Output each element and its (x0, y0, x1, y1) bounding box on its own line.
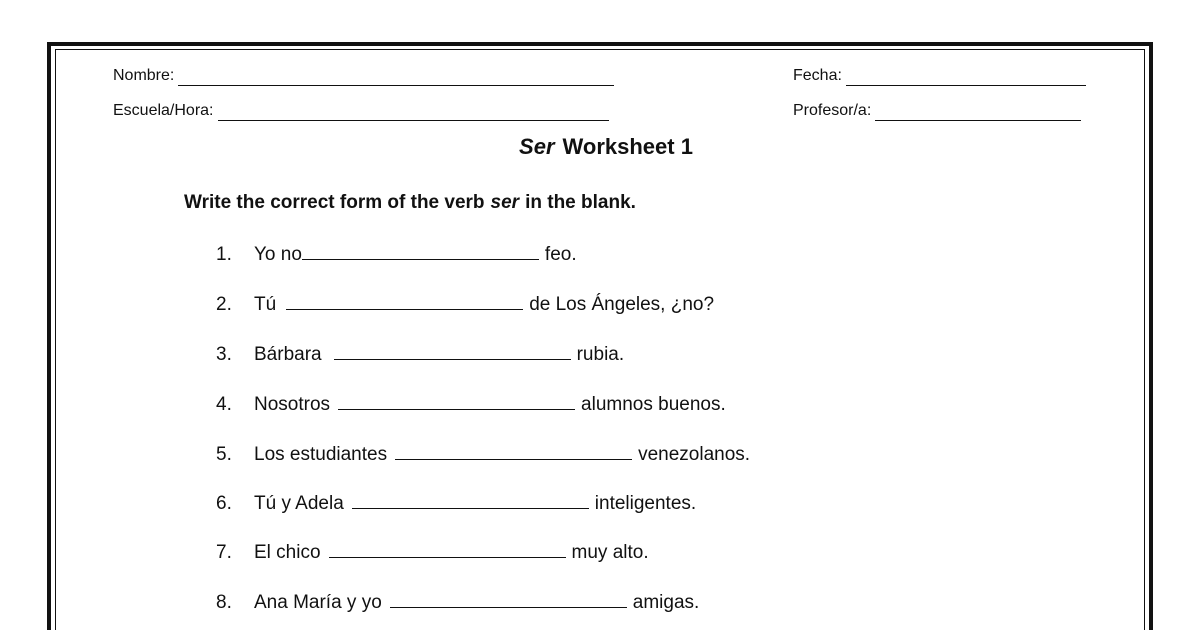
instruction-after: in the blank. (525, 192, 636, 213)
item-suffix: rubia. (576, 344, 625, 365)
item-prefix: El chico (254, 542, 321, 563)
fecha-field[interactable] (793, 66, 1086, 86)
item-number: 1. (216, 244, 232, 265)
page-title (0, 134, 1200, 160)
nombre-blank[interactable] (178, 71, 614, 86)
profesor-blank[interactable] (875, 106, 1081, 121)
nombre-label: Nombre: (113, 67, 175, 84)
item-number: 8. (216, 592, 232, 613)
profesor-field[interactable] (793, 101, 1081, 121)
item-prefix: Yo no (254, 244, 302, 265)
exercise-item-1 (216, 244, 577, 266)
fecha-blank[interactable] (846, 71, 1086, 86)
item-suffix: amigas. (632, 592, 700, 613)
escuela-label: Escuela/Hora: (113, 102, 214, 119)
answer-blank[interactable] (329, 543, 566, 558)
item-number: 6. (216, 493, 232, 514)
item-prefix: Los estudiantes (254, 444, 388, 465)
escuela-blank[interactable] (218, 106, 609, 121)
exercise-item-6 (216, 493, 696, 515)
exercise-item-5 (216, 444, 750, 466)
fecha-label: Fecha: (793, 67, 842, 84)
answer-blank[interactable] (302, 245, 539, 260)
instruction-before: Write the correct form of the verb (184, 192, 485, 213)
item-suffix: de Los Ángeles, ¿no? (529, 294, 715, 315)
exercise-item-7 (216, 542, 649, 564)
answer-blank[interactable] (352, 494, 589, 509)
item-number: 7. (216, 542, 232, 563)
item-prefix: Tú y Adela (254, 493, 344, 514)
item-suffix: alumnos buenos. (581, 394, 726, 415)
exercise-item-2 (216, 294, 714, 316)
exercise-item-3 (216, 344, 624, 366)
title-rest: Worksheet 1 (562, 134, 693, 159)
answer-blank[interactable] (390, 593, 627, 608)
item-prefix: Bárbara (254, 344, 322, 365)
item-number: 2. (216, 294, 232, 315)
item-prefix: Nosotros (254, 394, 331, 415)
item-number: 4. (216, 394, 232, 415)
item-suffix: venezolanos. (638, 444, 751, 465)
answer-blank[interactable] (338, 395, 575, 410)
item-number: 3. (216, 344, 232, 365)
escuela-field[interactable] (113, 101, 609, 121)
item-suffix: feo. (544, 244, 577, 265)
answer-blank[interactable] (334, 345, 571, 360)
item-prefix: Tú (254, 294, 277, 315)
title-verb: Ser (519, 134, 555, 159)
instruction-verb: ser (490, 192, 520, 213)
item-suffix: inteligentes. (594, 493, 697, 514)
exercise-item-8 (216, 592, 699, 614)
item-number: 5. (216, 444, 232, 465)
item-suffix: muy alto. (571, 542, 649, 563)
answer-blank[interactable] (286, 295, 523, 310)
answer-blank[interactable] (395, 445, 632, 460)
nombre-field[interactable] (113, 66, 614, 86)
instruction (184, 192, 636, 214)
profesor-label: Profesor/a: (793, 102, 872, 119)
exercise-item-4 (216, 394, 726, 416)
item-prefix: Ana María y yo (254, 592, 382, 613)
